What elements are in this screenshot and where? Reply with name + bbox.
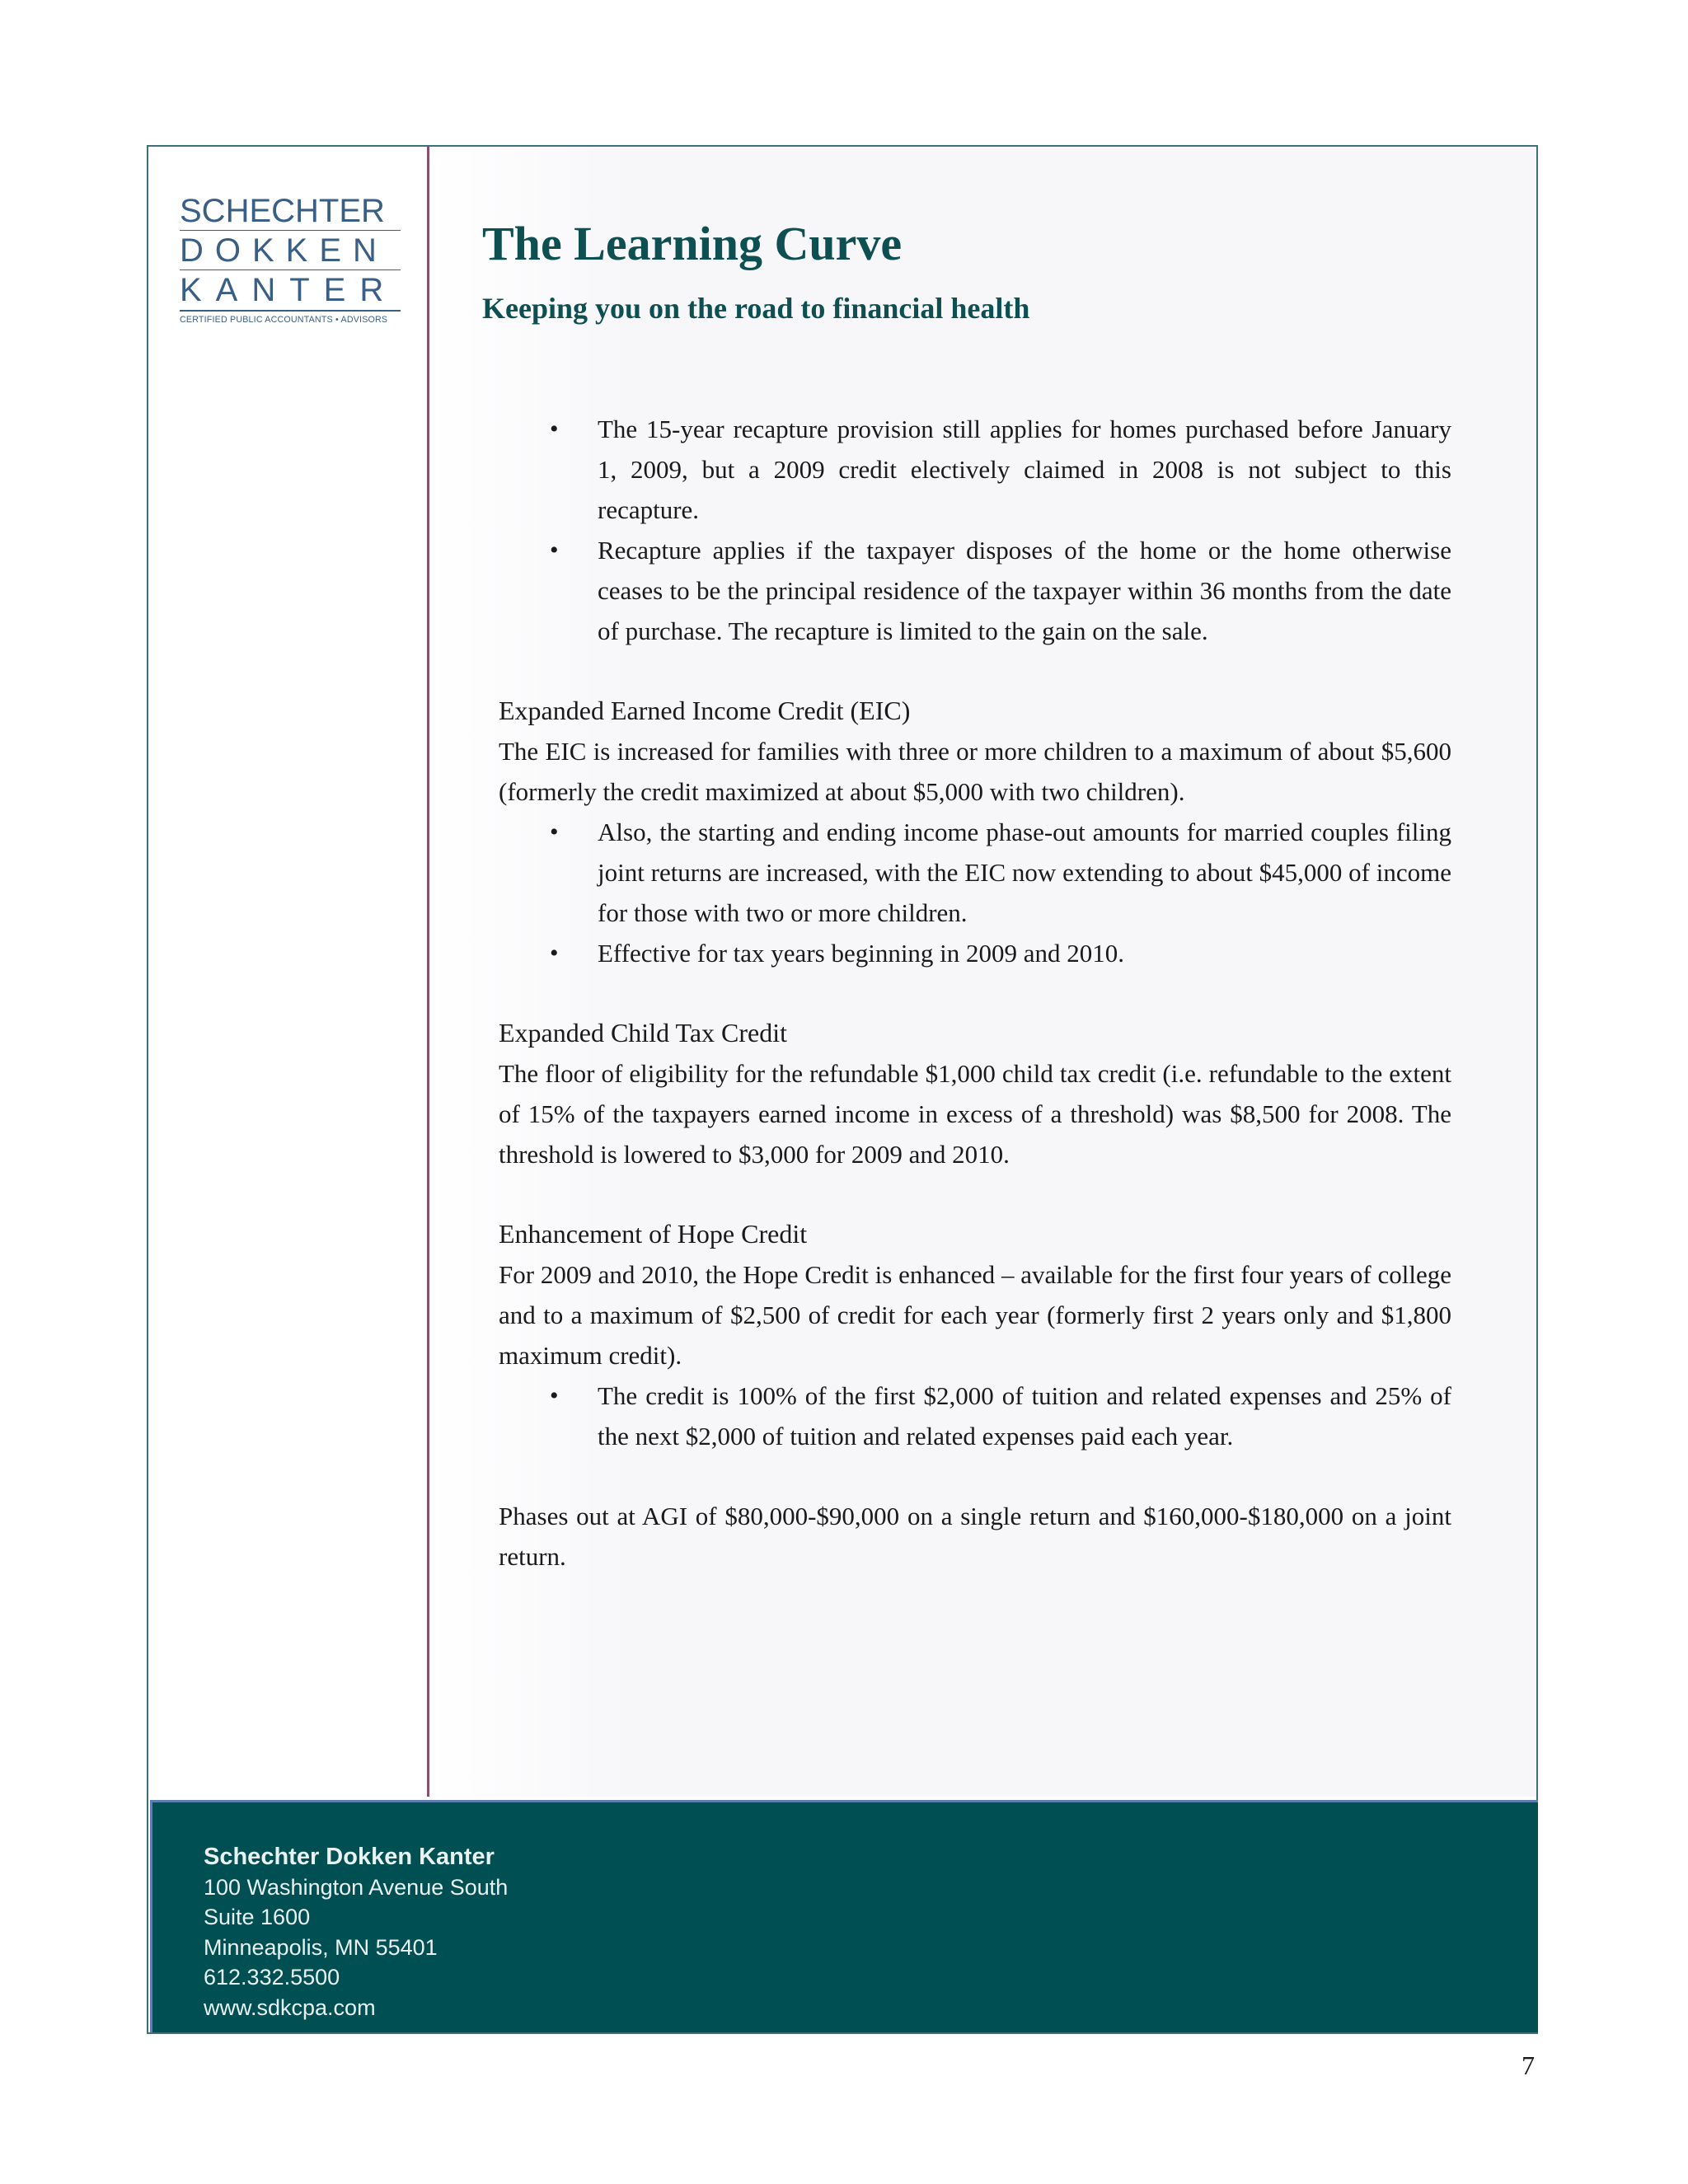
logo-line-2: DOKKEN xyxy=(180,232,388,269)
hope-bullets xyxy=(499,1376,1451,1456)
phaseout-paragraph: Phases out at AGI of $80,000-$90,000 on a single return and $160,000-$180,000 on a joint return. xyxy=(499,1502,1451,1571)
hope-paragraph: For 2009 and 2010, the Hope Credit is enhanced – available for the first four years of college and to a maximum of $2,500 of credit for each year (formerly first 2 years only and $1,800 maximum credit). xyxy=(499,1260,1451,1370)
footer-phone: 612.332.5500 xyxy=(204,1965,340,1990)
page-subtitle: Keeping you on the road to financial health xyxy=(482,292,1030,325)
logo-rule xyxy=(180,269,401,270)
bullet-icon: • xyxy=(550,818,559,846)
bullet-text: Effective for tax years beginning in 2009 and 2010. xyxy=(598,939,1125,968)
section-heading-child-credit: Expanded Child Tax Credit xyxy=(499,1018,787,1047)
bullet-text: The credit is 100% of the first $2,000 of tuition and related expenses and 25% of the next $2,000 of tuition and related expenses paid each year. xyxy=(598,1381,1451,1451)
bullet-text: Also, the starting and ending income phase-out amounts for married couples filing joint returns are increased, with the EIC now extending to about $45,000 of income for those with two or more children. xyxy=(598,818,1451,927)
spacer xyxy=(499,1456,1451,1496)
list-item xyxy=(499,409,1451,530)
bullet-text: The 15-year recapture provision still applies for homes purchased before January 1, 2009, but a 2009 credit electively claimed in 2008 is not subject to this recapture. xyxy=(598,415,1451,524)
page-title: The Learning Curve xyxy=(482,217,903,270)
footer-company-name: Schechter Dokken Kanter xyxy=(204,1844,495,1870)
logo-rule xyxy=(180,310,401,312)
list-item xyxy=(499,1376,1451,1456)
list-item xyxy=(499,933,1451,973)
footer-website: www.sdkcpa.com xyxy=(204,1994,376,2020)
logo-rule xyxy=(180,230,401,231)
list-item xyxy=(499,812,1451,933)
recapture-bullets xyxy=(499,409,1451,651)
spacer xyxy=(499,651,1451,691)
logo-tagline: CERTIFIED PUBLIC ACCOUNTANTS • ADVISORS xyxy=(180,315,388,325)
footer-city: Minneapolis, MN 55401 xyxy=(204,1934,438,1960)
eic-paragraph: The EIC is increased for families with three or more children to a maximum of about $5,600 (formerly the credit maximized at about $5,000 with two children). xyxy=(499,737,1451,806)
company-logo xyxy=(180,194,401,325)
eic-bullets xyxy=(499,812,1451,973)
article-body xyxy=(499,409,1451,1577)
footer-suite: Suite 1600 xyxy=(204,1905,311,1929)
footer-contact xyxy=(150,1800,1538,2032)
section-heading-eic: Expanded Earned Income Credit (EIC) xyxy=(499,696,911,725)
section-heading-hope: Enhancement of Hope Credit xyxy=(499,1219,808,1249)
footer-address-line: 100 Washington Avenue South xyxy=(204,1874,509,1900)
page-number: 7 xyxy=(1522,2050,1535,2080)
footer-address-block xyxy=(204,1842,508,2022)
page-frame xyxy=(147,145,1538,2034)
bullet-icon: • xyxy=(550,940,559,967)
sidebar-divider xyxy=(427,147,429,1797)
logo-line-1: SCHECHTER xyxy=(180,193,385,229)
bullet-text: Recapture applies if the taxpayer disposes of the home or the home otherwise ceases to be the principal residence of the taxpayer within 36 months from the date of purchase. The recapture is limited to the gain on the sale. xyxy=(598,536,1451,645)
bullet-icon: • xyxy=(550,415,559,443)
bullet-icon: • xyxy=(550,537,559,564)
bullet-icon: • xyxy=(550,1382,559,1409)
child-credit-paragraph: The floor of eligibility for the refundable $1,000 child tax credit (i.e. refundable to the extent of 15% of the taxpayers earned income in excess of a threshold) was $8,500 for 2008. The threshold is lowered to $3,000 for 2009 and 2010. xyxy=(499,1059,1451,1169)
list-item xyxy=(499,530,1451,651)
spacer xyxy=(499,1174,1451,1214)
spacer xyxy=(499,973,1451,1013)
logo-line-3: KANTER xyxy=(180,272,398,308)
